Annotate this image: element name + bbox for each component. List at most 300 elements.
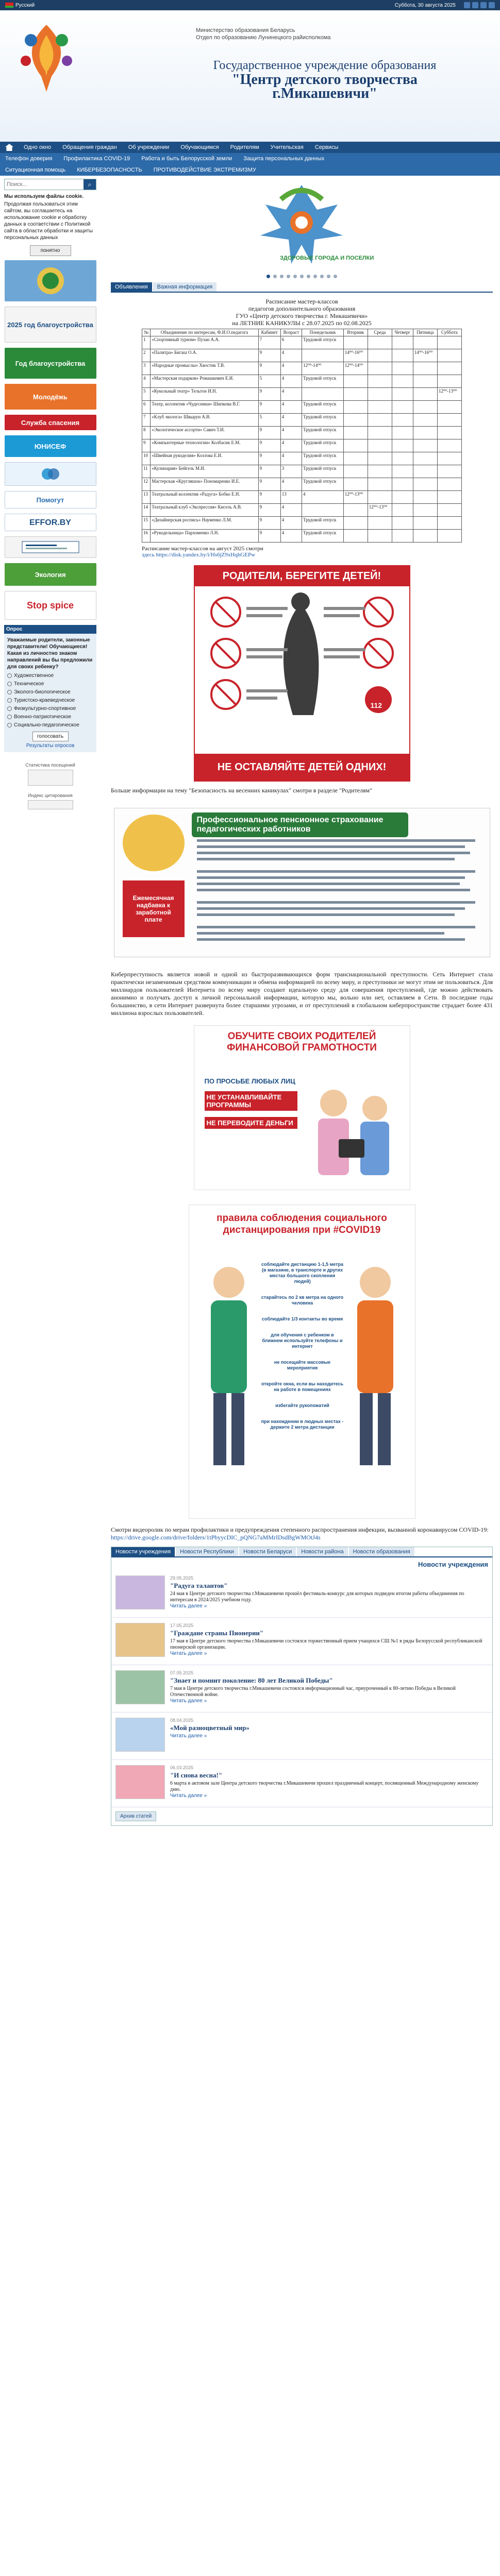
news-date: 08.04.2025 (170, 1718, 194, 1723)
news-body (170, 1765, 488, 1802)
covid-rule: для обучения с ребенком в ближнем используйте телефоны и интернет (262, 1332, 343, 1349)
table-row (142, 362, 462, 375)
slider-dots (111, 275, 493, 278)
banner-pomogut[interactable]: Помогут (5, 491, 96, 509)
table-header-cell: Суббота (437, 329, 461, 336)
table-cell: Трудовой отпуск (302, 452, 344, 465)
poll-option[interactable] (7, 689, 93, 696)
table-cell (413, 388, 437, 401)
news-thumbnail[interactable] (115, 1575, 165, 1609)
counters (4, 762, 96, 809)
news-thumbnail[interactable] (115, 1670, 165, 1704)
nav-item[interactable]: Родителям (230, 144, 259, 150)
read-more-link[interactable]: Читать далее » (170, 1603, 207, 1609)
ok-icon[interactable] (472, 2, 478, 8)
table-row (142, 439, 462, 452)
person-left-illustration (195, 1262, 262, 1478)
table-cell (437, 517, 461, 530)
nav-item[interactable]: Сервисы (314, 144, 339, 150)
table-cell: 14⁰⁰-16⁰⁰ (343, 349, 368, 362)
org-title-line1: Государственное учреждение образования (213, 59, 437, 72)
radio-icon[interactable] (7, 715, 12, 719)
nav-item[interactable]: Обращения граждан (62, 144, 117, 150)
poster-finance[interactable] (194, 1025, 410, 1190)
table-cell: «Клуб эколога» Швырун А.В. (151, 414, 258, 427)
table-cell: 4 (280, 427, 302, 439)
news-item[interactable] (111, 1618, 492, 1665)
table-cell (392, 465, 413, 478)
poster-badge: Ежемесячная надбавка к заработной плате (123, 880, 185, 937)
table-cell (368, 427, 392, 439)
news-thumbnail[interactable] (115, 1718, 165, 1752)
main-content (101, 179, 500, 1826)
schedule-block (111, 298, 493, 558)
banner-stop-spice[interactable]: Stop spice (5, 591, 96, 620)
poll-widget (4, 625, 96, 752)
table-cell: «Спортивный туризм» Пузан А.А. (151, 336, 258, 349)
radio-icon[interactable] (7, 682, 12, 686)
table-cell: «Народные промыслы» Хвостик Т.В. (151, 362, 258, 375)
banner-rescue[interactable]: Служба спасения (5, 415, 96, 430)
vk-icon[interactable] (464, 2, 470, 8)
table-cell (368, 530, 392, 543)
radio-icon[interactable] (7, 723, 12, 727)
table-row (142, 375, 462, 388)
table-cell (343, 414, 368, 427)
covid-rule: избегайте рукопожатий (275, 1403, 329, 1408)
table-cell: 10 (142, 452, 151, 465)
table-cell (413, 427, 437, 439)
nav-item[interactable]: Защита персональных данных (243, 156, 325, 162)
banner-year-2025[interactable]: 2025 год благоустройства (5, 307, 96, 343)
news-excerpt: 17 мая в Центре детского творчества г.Микашевичи состоялся торжественный прием учащихся СШ №1 в ряды Белорусской республиканской пионерской организации. (170, 1638, 482, 1650)
read-more-link[interactable]: Читать далее » (170, 1651, 207, 1656)
table-cell: 4 (280, 349, 302, 362)
poster-title: РОДИТЕЛИ, БЕРЕГИТЕ ДЕТЕЙ! (195, 566, 409, 586)
table-header-cell: Среда (368, 329, 392, 336)
covid-rule: соблюдайте дистанцию 1-1,5 метра (в магазине, в транспорте и других местах большого скопления людей) (261, 1262, 344, 1284)
table-cell (392, 491, 413, 504)
poll-results-link[interactable]: Результаты опросов (26, 743, 75, 749)
nav-item[interactable]: Об учреждении (128, 144, 170, 150)
tertiary-nav (0, 164, 500, 176)
left-sidebar (0, 179, 101, 1826)
news-header (111, 1557, 492, 1570)
nav-item[interactable]: Телефон доверия (5, 156, 53, 162)
table-cell: 4 (280, 478, 302, 491)
schedule-link[interactable]: здесь https://disk.yandex.by/i/Hs6jZ9xHqhGEPw (142, 552, 256, 558)
schedule-title-line: Расписание мастер-классов (265, 298, 338, 305)
schedule-title-line: на ЛЕТНИЕ КАНИКУЛЫ с 28.07.2025 по 02.08.2025 (232, 319, 372, 327)
tab-important-info[interactable]: Важная информация (153, 282, 217, 292)
table-cell (302, 504, 344, 517)
news-item[interactable] (111, 1760, 492, 1807)
table-cell (343, 504, 368, 517)
schedule-note (142, 546, 462, 558)
table-cell (368, 362, 392, 375)
news-title: Новости учреждения (418, 1561, 488, 1568)
banner-help[interactable] (5, 462, 96, 486)
poster-covid[interactable] (189, 1205, 415, 1519)
covid-video-link[interactable]: https://drive.google.com/drive/folders/1tPbyycDIC_pQNG7aMMrIDsdBgWMOtJ4s (111, 1534, 321, 1541)
banner-youth[interactable]: Молодёжь (5, 384, 96, 410)
table-cell (368, 452, 392, 465)
table-cell: 5 (142, 388, 151, 401)
table-cell: Театральный клуб «Экспрессия» Кисель А.В. (151, 504, 258, 517)
table-cell (437, 504, 461, 517)
table-cell (413, 439, 437, 452)
table-cell: 4 (280, 530, 302, 543)
home-icon[interactable] (5, 144, 13, 151)
poster-title: Профессиональное пенсионное страхование педагогических работников (192, 812, 408, 837)
announcements-tabs (111, 282, 493, 293)
table-cell: «Компьютерные технологии» Колбасик Е.М. (151, 439, 258, 452)
slider-dot[interactable] (313, 275, 317, 278)
table-cell (392, 427, 413, 439)
poll-option-label: Художественное (14, 673, 54, 679)
table-cell: 4 (280, 401, 302, 414)
covid-caption-text: Смотри видеоролик по мерам профилактики и предупреждения степенного распространения инфекции, вызванной коронавирусом COVID-19: (111, 1526, 489, 1533)
read-more-link[interactable]: Читать далее » (170, 1793, 207, 1799)
table-header-cell: Понедельник (302, 329, 344, 336)
table-cell (413, 478, 437, 491)
poster-parents[interactable] (194, 565, 410, 782)
cookie-accept-button[interactable]: понятно (30, 245, 71, 256)
table-cell: 7 (258, 336, 280, 349)
table-row (142, 336, 462, 349)
search-box (4, 179, 96, 190)
table-row (142, 427, 462, 439)
vote-button[interactable]: голосовать (32, 732, 69, 741)
tab-news-belarus[interactable]: Новости Беларуси (239, 1547, 296, 1556)
stats-counter[interactable] (28, 770, 73, 786)
safety-caption: Больше информации на тему "Безопасность на весенних каникулах" смотри в разделе "Родителям" (111, 787, 373, 794)
table-cell (437, 439, 461, 452)
slider-dot[interactable] (280, 275, 284, 278)
table-cell: 2 (142, 349, 151, 362)
slider-dot[interactable] (287, 275, 290, 278)
table-cell (343, 401, 368, 414)
table-cell: 9 (258, 517, 280, 530)
archive-button[interactable]: Архив статей (115, 1811, 156, 1821)
poll-option[interactable] (7, 722, 93, 728)
poster-rules (205, 1077, 297, 1129)
tab-news-republic[interactable]: Новости Республики (176, 1547, 238, 1556)
table-cell (413, 375, 437, 388)
poster-graphic (123, 815, 185, 871)
table-header-cell: Кабинет (258, 329, 280, 336)
nav-item[interactable]: Ситуационная помощь (5, 167, 66, 173)
table-cell: 12⁰⁰-13⁰⁰ (368, 504, 392, 517)
table-cell: 1 (142, 336, 151, 349)
table-cell: «Дизайнерская роспись» Науменко Л.М. (151, 517, 258, 530)
table-cell: 9 (142, 439, 151, 452)
table-cell (392, 349, 413, 362)
covid-rule: не посещайте массовые мероприятия (274, 1360, 331, 1370)
table-cell: Театр, коллектив «Чудесники» Шипкова В.Г. (151, 401, 258, 414)
table-cell (392, 452, 413, 465)
table-row (142, 401, 462, 414)
poll-question: Уважаемые родители, законные представители! Обучающиеся! Какая из личностно знаком направлений вы бы предложили для своих ребенку? (7, 637, 93, 670)
news-item[interactable] (111, 1713, 492, 1760)
table-cell: 12⁰⁰-14⁰⁰ (343, 362, 368, 375)
news-headline[interactable]: "Радуга талантов" (170, 1582, 228, 1589)
radio-icon[interactable] (7, 673, 12, 678)
poll-option[interactable] (7, 697, 93, 704)
poll-option-label: Физкультурно-спортивное (14, 706, 76, 711)
flag-icon (5, 3, 13, 8)
counter-label: Статистика посещений (25, 762, 75, 768)
table-cell: 16 (142, 530, 151, 543)
table-cell: 13 (142, 491, 151, 504)
table-cell (413, 465, 437, 478)
read-more-link[interactable]: Читать далее » (170, 1698, 207, 1704)
schedule-title-line: педагогов дополнительного образования (248, 305, 356, 312)
banner-docs[interactable] (5, 536, 96, 558)
read-more-link[interactable]: Читать далее » (170, 1733, 207, 1739)
table-cell: «Кукольный театр» Тельтон И.Н. (151, 388, 258, 401)
table-cell: «Рукодельница» Пархоменко Л.Н. (151, 530, 258, 543)
table-cell (437, 349, 461, 362)
table-cell (413, 491, 437, 504)
site-header (0, 10, 500, 142)
poll-option[interactable] (7, 681, 93, 687)
nav-item[interactable]: Учительская (270, 144, 304, 150)
table-header-cell: Вторник (343, 329, 368, 336)
news-headline[interactable]: «Мой разноцветный мир» (170, 1724, 249, 1732)
news-thumbnail[interactable] (115, 1623, 165, 1657)
hands-icon (40, 465, 61, 483)
table-cell: 14 (142, 504, 151, 517)
nav-item[interactable]: КИБЕРБЕЗОПАСНОСТЬ (77, 167, 142, 173)
slider-dot[interactable] (300, 275, 304, 278)
table-cell: Трудовой отпуск (302, 414, 344, 427)
table-cell (392, 478, 413, 491)
table-cell (413, 530, 437, 543)
covid-rule: откройте окна, если вы находитесь на работе в помещениях (261, 1381, 344, 1392)
table-cell: 9 (258, 439, 280, 452)
tab-news-education[interactable]: Новости образования (349, 1547, 414, 1556)
news-headline[interactable]: "И снова весна!" (170, 1771, 223, 1779)
radio-icon[interactable] (7, 698, 12, 703)
covid-caption (111, 1526, 493, 1541)
table-cell (368, 388, 392, 401)
slider-dot[interactable] (266, 275, 270, 278)
table-cell (437, 401, 461, 414)
table-cell: 4 (280, 504, 302, 517)
table-cell (392, 517, 413, 530)
poster-footer: НЕ ОСТАВЛЯЙТЕ ДЕТЕЙ ОДНИХ! (195, 754, 409, 781)
table-cell: Трудовой отпуск (302, 336, 344, 349)
table-header-cell: № (142, 329, 151, 336)
table-cell (392, 401, 413, 414)
language-selector[interactable]: Русский (15, 2, 35, 8)
nav-item[interactable]: Профилактика COVID-19 (63, 156, 130, 162)
table-cell: Трудовой отпуск (302, 530, 344, 543)
table-cell (437, 452, 461, 465)
slider-dot[interactable] (327, 275, 330, 278)
covid-rule: соблюдайте 1/3 контакты во время (261, 1316, 343, 1321)
table-cell (343, 439, 368, 452)
slide-caption: ЗДОРОВЫЕ ГОРОДА И ПОСЕЛКИ (280, 255, 374, 261)
poster-title: правила соблюдения социального дистанцирования при #COVID19 (216, 1213, 387, 1235)
table-cell: Трудовой отпуск (302, 401, 344, 414)
nav-item[interactable]: ПРОТИВОДЕЙСТВИЕ ЭКСТРЕМИЗМУ (153, 167, 256, 173)
news-tabs (111, 1547, 492, 1557)
table-cell (437, 530, 461, 543)
news-excerpt: 6 марта в актовом зале Центра детского творчества г.Микашевичи прошел праздничный концерт, посвященный Международному женскому дню. (170, 1781, 479, 1792)
table-row (142, 491, 462, 504)
news-thumbnail[interactable] (115, 1765, 165, 1799)
table-cell (437, 478, 461, 491)
search-icon[interactable]: ⌕ (84, 179, 96, 190)
radio-icon[interactable] (7, 690, 12, 694)
table-cell: 3 (280, 465, 302, 478)
table-cell: 5 (258, 375, 280, 388)
table-cell: 3 (142, 362, 151, 375)
banner-unicef[interactable]: ЮНИСЕФ (5, 435, 96, 457)
table-cell (343, 336, 368, 349)
covid-rule: при нахождении в людных местах - держите 2 метра дистанции (261, 1419, 344, 1430)
table-row (142, 517, 462, 530)
table-cell (392, 388, 413, 401)
poll-option[interactable] (7, 672, 93, 679)
table-cell: 11 (142, 465, 151, 478)
table-cell (368, 349, 392, 362)
poster-text-block (197, 834, 486, 953)
news-item[interactable] (111, 1665, 492, 1713)
news-body (170, 1718, 249, 1754)
news-headline[interactable]: "Граждане страны Пионерии" (170, 1629, 264, 1637)
poster-rule: НЕ ПЕРЕВОДИТЕ ДЕНЬГИ (205, 1117, 297, 1129)
table-cell (413, 362, 437, 375)
news-body (170, 1670, 488, 1707)
nav-item[interactable]: Обучающимся (180, 144, 219, 150)
table-cell (343, 375, 368, 388)
table-cell: Трудовой отпуск (302, 427, 344, 439)
table-cell: 14⁰⁰-16⁰⁰ (413, 349, 437, 362)
table-cell: «Мастерская подарков» Ромашкевич Е.И. (151, 375, 258, 388)
poster-rule: ПО ПРОСЬБЕ ЛЮБЫХ ЛИЦ (204, 1077, 295, 1085)
poll-option[interactable] (7, 705, 93, 712)
cookie-notice (4, 193, 96, 256)
org-title-line2: "Центр детского творчества (232, 72, 418, 88)
ministry-line: Отдел по образованию Лунинецкого райисполкома (196, 35, 331, 41)
table-cell: 9 (258, 349, 280, 362)
tab-news-org[interactable]: Новости учреждения (111, 1547, 175, 1556)
table-cell: 12⁰⁰-13⁰⁰ (343, 491, 368, 504)
citation-counter[interactable] (28, 800, 73, 809)
news-item[interactable] (111, 1570, 492, 1618)
poll-option-label: Социально-педагогическое (14, 722, 79, 728)
table-cell: 5 (258, 414, 280, 427)
table-cell (368, 517, 392, 530)
slider-dot[interactable] (273, 275, 277, 278)
table-cell (368, 478, 392, 491)
covid-rule: старайтесь по 2 кв метра на одного человека (261, 1295, 344, 1306)
nav-item[interactable]: Работа и быть Белорусской земли (141, 156, 232, 162)
table-cell: 6 (280, 336, 302, 349)
slider-dot[interactable] (320, 275, 324, 278)
table-row (142, 530, 462, 543)
table-cell (302, 388, 344, 401)
table-cell: 12⁰⁰-13⁰⁰ (437, 388, 461, 401)
eye-icon[interactable] (489, 2, 495, 8)
poll-option[interactable] (7, 714, 93, 720)
schedule-title-line: ГУО «Центр детского творчества г. Микашевичи» (236, 312, 368, 319)
tab-announcements[interactable]: Объявления (111, 282, 152, 292)
table-cell (437, 491, 461, 504)
table-cell: 9 (258, 504, 280, 517)
table-cell: 15 (142, 517, 151, 530)
table-cell (302, 349, 344, 362)
table-row (142, 349, 462, 362)
table-cell: «Кулинария» Бейгель М.И. (151, 465, 258, 478)
table-cell: 4 (280, 452, 302, 465)
date-label: Суббота, 30 августа 2025 (394, 2, 456, 8)
table-cell: 4 (280, 375, 302, 388)
cookie-title: Мы используем файлы cookie. (4, 194, 84, 199)
banner-ecology[interactable]: Экология (5, 563, 96, 586)
table-cell (392, 362, 413, 375)
slider-dot[interactable] (334, 275, 337, 278)
news-date: 06.03.2025 (170, 1765, 194, 1770)
slider-dot[interactable] (307, 275, 310, 278)
table-cell: 9 (258, 401, 280, 414)
table-cell (413, 452, 437, 465)
news-headline[interactable]: "Знает и помнит поколение: 80 лет Великой Победы" (170, 1676, 333, 1684)
poster-illustration (195, 586, 409, 741)
table-cell (437, 375, 461, 388)
table-cell: Трудовой отпуск (302, 375, 344, 388)
news-excerpt: 7 мая в Центре детского творчества г.Микашевичи состоялся информационный час, приуроченный к 80-летию Победы в Великой Отечественной войне. (170, 1686, 456, 1698)
org-logo[interactable] (10, 20, 82, 97)
search-input[interactable] (5, 179, 84, 190)
table-cell: 9 (258, 362, 280, 375)
cookie-text: Продолжая пользоваться этим сайтом, вы соглашаетесь на использование cookie и обработку данных в соответствии с Политикой сайта в области обработки и защиты персональных данных (4, 201, 93, 241)
schedule-title (142, 298, 462, 327)
table-row (142, 465, 462, 478)
banner-blagoustroistvo[interactable]: Год благоустройства (5, 348, 96, 379)
news-list (111, 1570, 492, 1807)
table-header-cell: Пятница (413, 329, 437, 336)
table-cell (437, 336, 461, 349)
table-cell (368, 401, 392, 414)
banner-effor[interactable]: EFFOR.BY (5, 514, 96, 531)
table-cell (437, 362, 461, 375)
poster-pension[interactable] (114, 808, 490, 957)
table-cell (437, 465, 461, 478)
covid-rules (261, 1262, 344, 1430)
table-cell (368, 375, 392, 388)
table-cell: Театральный коллектив «Радуга» Бобко Е.Н. (151, 491, 258, 504)
table-cell (413, 517, 437, 530)
table-cell (343, 517, 368, 530)
table-cell: 6 (142, 401, 151, 414)
table-cell: 4 (280, 362, 302, 375)
table-cell (392, 375, 413, 388)
radio-icon[interactable] (7, 706, 12, 711)
tab-news-district[interactable]: Новости района (297, 1547, 347, 1556)
slider-dot[interactable] (293, 275, 297, 278)
nav-item[interactable]: Одно окно (24, 144, 52, 150)
instagram-icon[interactable] (480, 2, 487, 8)
counter-label: Индекс цитирования (28, 793, 73, 798)
table-cell (392, 336, 413, 349)
banner-gerb[interactable] (5, 260, 96, 301)
hero-slider[interactable] (111, 179, 493, 272)
table-cell: 4 (280, 388, 302, 401)
